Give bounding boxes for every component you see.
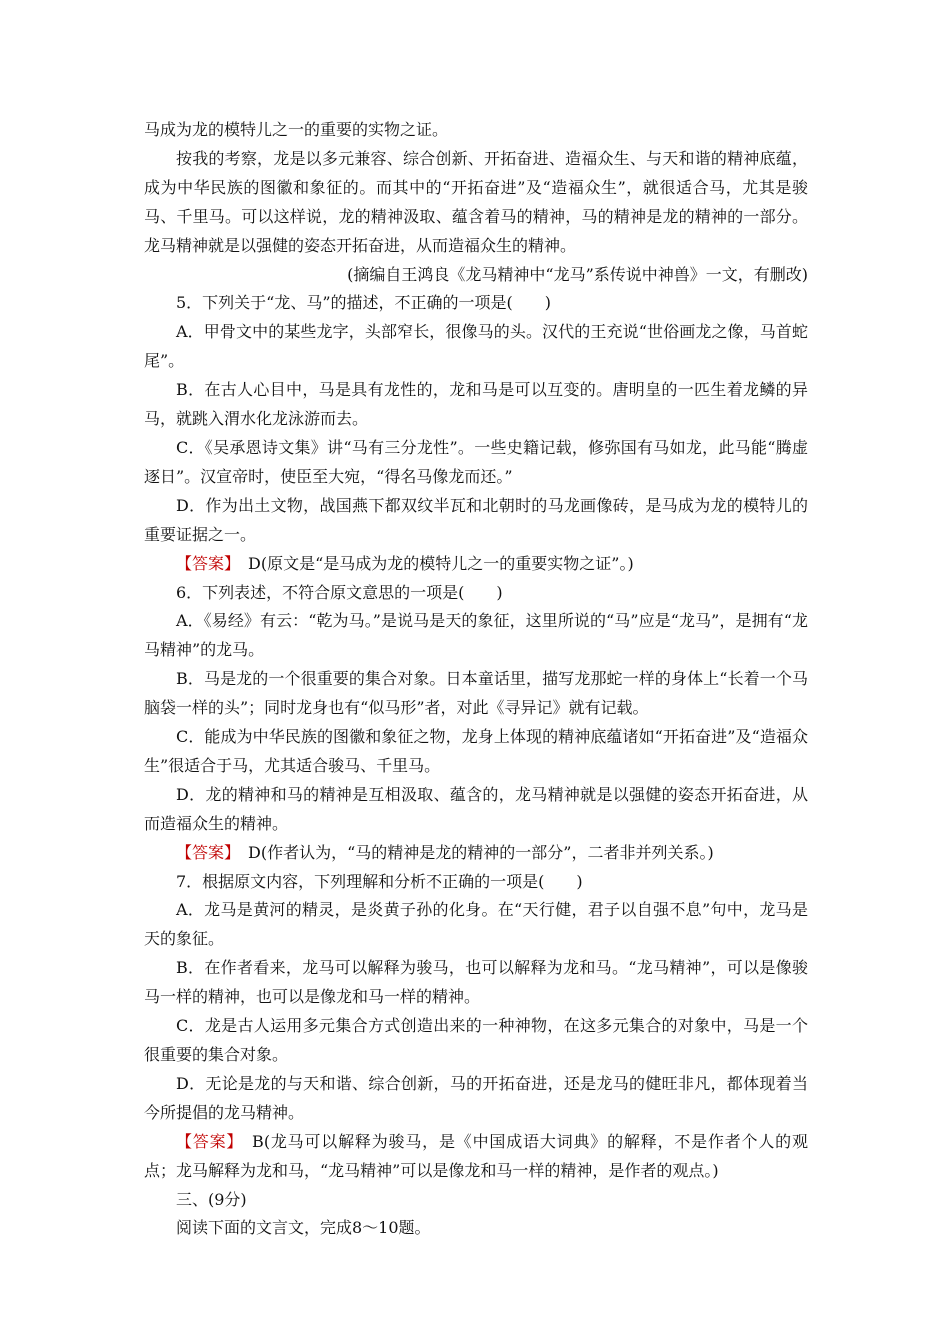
- question-6-option-d: D．龙的精神和马的精神是互相汲取、蕴含的，龙马精神就是以强健的姿态开拓奋进，从而造福众生的精神。: [144, 784, 808, 833]
- answer-text: D(原文是“是马成为龙的模特儿之一的重要实物之证”。): [232, 553, 634, 573]
- question-5-option-a: A．甲骨文中的某些龙字，头部窄长，很像马的头。汉代的王充说“世俗画龙之像，马首蛇尾”。: [144, 322, 808, 371]
- document-page: [144, 116, 808, 1243]
- question-7-answer: [144, 1128, 808, 1186]
- question-6-option-a: A．《易经》有云：“乾为马。”是说马是天的象征，这里所说的“马”应是“龙马”，是拥有“龙马精神”的龙马。: [144, 611, 808, 660]
- passage-paragraph: 按我的考察，龙是以多元兼容、综合创新、开拓奋进、造福众生、与天和谐的精神底蕴，成为中华民族的图徽和象征的。而其中的“开拓奋进”及“造福众生”，就很适合马，尤其是骏马、千里马。可以这样说，龙的精神汲取、蕴含着马的精神，马的精神是龙的精神的一部分。龙马精神就是以强健的姿态开拓奋进，从而造福众生的精神。: [144, 148, 808, 255]
- question-7-stem: 7．根据原文内容，下列理解和分析不正确的一项是( ): [176, 871, 583, 891]
- question-7-option-c: C．龙是古人运用多元集合方式创造出来的一种神物，在这多元集合的对象中，马是一个很重要的集合对象。: [144, 1016, 808, 1064]
- question-5-option-d: D．作为出土文物，战国燕下都双纹半瓦和北朝时的马龙画像砖，是马成为龙的模特儿的重要证据之一。: [144, 495, 808, 544]
- answer-tag: 【答案】: [176, 553, 233, 573]
- question-5-stem: 5．下列关于“龙、马”的描述，不正确的一项是( ): [176, 293, 552, 313]
- passage-source: (摘编自王鸿良《龙马精神中“龙马”系传说中神兽》一文，有删改): [347, 264, 808, 284]
- question-6-answer: [144, 839, 808, 868]
- answer-tag: 【答案】: [176, 1131, 236, 1151]
- section-instruction: 阅读下面的文言文，完成8～10题。: [176, 1218, 431, 1238]
- question-7-option-b: B．在作者看来，龙马可以解释为骏马，也可以解释为龙和马。“龙马精神”，可以是像骏马一样的精神，也可以是像龙和马一样的精神。: [144, 958, 808, 1007]
- question-5-answer: [144, 550, 808, 579]
- answer-text: D(作者认为，“马的精神是龙的精神的一部分”，二者非并列关系。): [232, 842, 714, 862]
- question-5-option-c: C．《吴承恩诗文集》讲“马有三分龙性”。一些史籍记载，修弥国有马如龙，此马能“腾虚逐日”。汉宣帝时，使臣至大宛，“得名马像龙而还。”: [144, 437, 808, 486]
- question-6-stem: 6．下列表述，不符合原文意思的一项是( ): [176, 582, 503, 602]
- answer-text: B(龙马可以解释为骏马，是《中国成语大词典》的解释，不是作者个人的观点；龙马解释为龙和马，“龙马精神”可以是像龙和马一样的精神，是作者的观点。): [144, 1131, 808, 1180]
- question-7-option-d: D．无论是龙的与天和谐、综合创新，马的开拓奋进，还是龙马的健旺非凡，都体现着当今所提倡的龙马精神。: [144, 1073, 808, 1122]
- question-5-option-b: B．在古人心目中，马是具有龙性的，龙和马是可以互变的。唐明皇的一匹生着龙鳞的异马，就跳入渭水化龙泳游而去。: [144, 380, 808, 429]
- question-7-option-a: A．龙马是黄河的精灵，是炎黄子孙的化身。在“天行健，君子以自强不息”句中，龙马是天的象征。: [144, 900, 808, 949]
- section-heading: 三、(9分): [176, 1189, 247, 1209]
- question-6-option-b: B．马是龙的一个很重要的集合对象。日本童话里，描写龙那蛇一样的身体上“长着一个马脑袋一样的头”；同时龙身也有“似马形”者，对此《寻异记》就有记载。: [144, 669, 808, 718]
- question-6-option-c: C．能成为中华民族的图徽和象征之物，龙身上体现的精神底蕴诸如“开拓奋进”及“造福众生”很适合于马，尤其适合骏马、千里马。: [144, 727, 808, 775]
- passage-continuation: 马成为龙的模特儿之一的重要的实物之证。: [144, 120, 449, 139]
- answer-tag: 【答案】: [176, 842, 233, 862]
